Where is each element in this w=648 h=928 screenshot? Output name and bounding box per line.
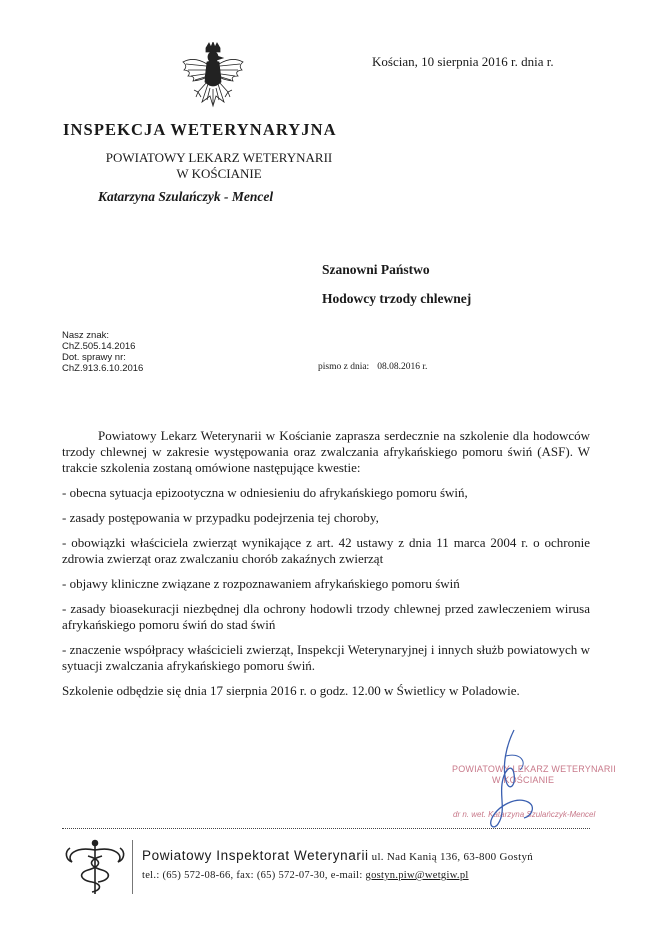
case-ref-value: ChZ.913.6.10.2016 xyxy=(62,363,144,374)
stamp-title: POWIATOWY LEKARZ WETERYNARII xyxy=(452,764,616,774)
footer-org xyxy=(142,848,533,863)
intro-paragraph: Powiatowy Lekarz Weterynarii w Kościanie zaprasza serdecznie na szkolenie dla hodowców trzody chlewnej w zakresie występowania oraz zwalczania afrykańskiego pomoru świń (ASF). W trakcie szkolenia zostaną omówione następujące kwestie: xyxy=(62,428,590,475)
greeting: Szanowni Państwo xyxy=(322,262,430,277)
footer-separator xyxy=(132,840,133,894)
list-item: - znaczenie współpracy właścicieli zwierząt, Inspekcji Weterynaryjnej i innych służb powiatowych w sytuacji zwalczania afrykańskiego pomoru świń. xyxy=(62,642,590,673)
closing-paragraph: Szkolenie odbędzie się dnia 17 sierpnia 2016 r. o godz. 12.00 w Świetlicy w Poladowie. xyxy=(62,683,520,698)
list-item: - obowiązki właściciela zwierząt wynikające z art. 42 ustawy z dnia 11 marca 2004 r. o ochronie zdrowia zwierząt oraz zwalczaniu chorób zakaźnych zwierząt xyxy=(62,535,590,566)
reference-block xyxy=(62,330,143,374)
list-item: - obecna sytuacja epizootyczna w odniesieniu do afrykańskiego pomoru świń, xyxy=(62,485,468,500)
footer-contact-numbers: tel.: (65) 572-08-66, fax: (65) 572-07-30, e-mail: xyxy=(142,870,363,881)
footer-org-name: Powiatowy Inspektorat Weterynarii xyxy=(142,848,369,863)
polish-eagle-emblem-icon xyxy=(180,42,246,116)
footer-address: ul. Nad Kanią 136, 63-800 Gostyń xyxy=(371,851,534,863)
case-ref-label: Dot. sprawy nr: xyxy=(62,352,126,363)
letter-body xyxy=(62,428,590,699)
handwritten-signature xyxy=(476,726,546,836)
document-date: Kościan, 10 sierpnia 2016 r. dnia r. xyxy=(372,54,554,69)
letter-date-label: pismo z dnia: xyxy=(318,362,370,372)
list-item: - zasady bioasekuracji niezbędnej dla ochrony hodowli trzody chlewnej przed zawleczeniem wirusa afrykańskiego pomoru świń do stad świń xyxy=(62,601,590,632)
office-location: W KOŚCIANIE xyxy=(176,166,262,181)
footer-divider xyxy=(62,828,590,829)
addressee-group: Hodowcy trzody chlewnej xyxy=(322,291,472,306)
caduceus-icon xyxy=(62,838,128,896)
officer-name: Katarzyna Szulańczyk - Mencel xyxy=(98,189,274,204)
list-item: - objawy kliniczne związane z rozpoznawaniem afrykańskiego pomoru świń xyxy=(62,576,460,591)
office-name: POWIATOWY LEKARZ WETERYNARII xyxy=(105,150,333,165)
stamp-signatory: dr n. wet. Katarzyna Szulańczyk-Mencel xyxy=(453,810,596,819)
list-item: - zasady postępowania w przypadku podejrzenia tej choroby, xyxy=(62,510,379,525)
stamp-location: W KOŚCIANIE xyxy=(492,775,555,785)
footer-contact xyxy=(142,870,469,881)
our-ref-value: ChZ.505.14.2016 xyxy=(62,341,136,352)
letter-date xyxy=(318,362,427,372)
our-ref-label: Nasz znak: xyxy=(62,330,109,341)
letter-date-value: 08.08.2016 r. xyxy=(377,362,428,372)
institution-title: INSPEKCJA WETERYNARYJNA xyxy=(63,120,337,139)
footer-email-link[interactable]: gostyn.piw@wetgiw.pl xyxy=(365,870,469,881)
